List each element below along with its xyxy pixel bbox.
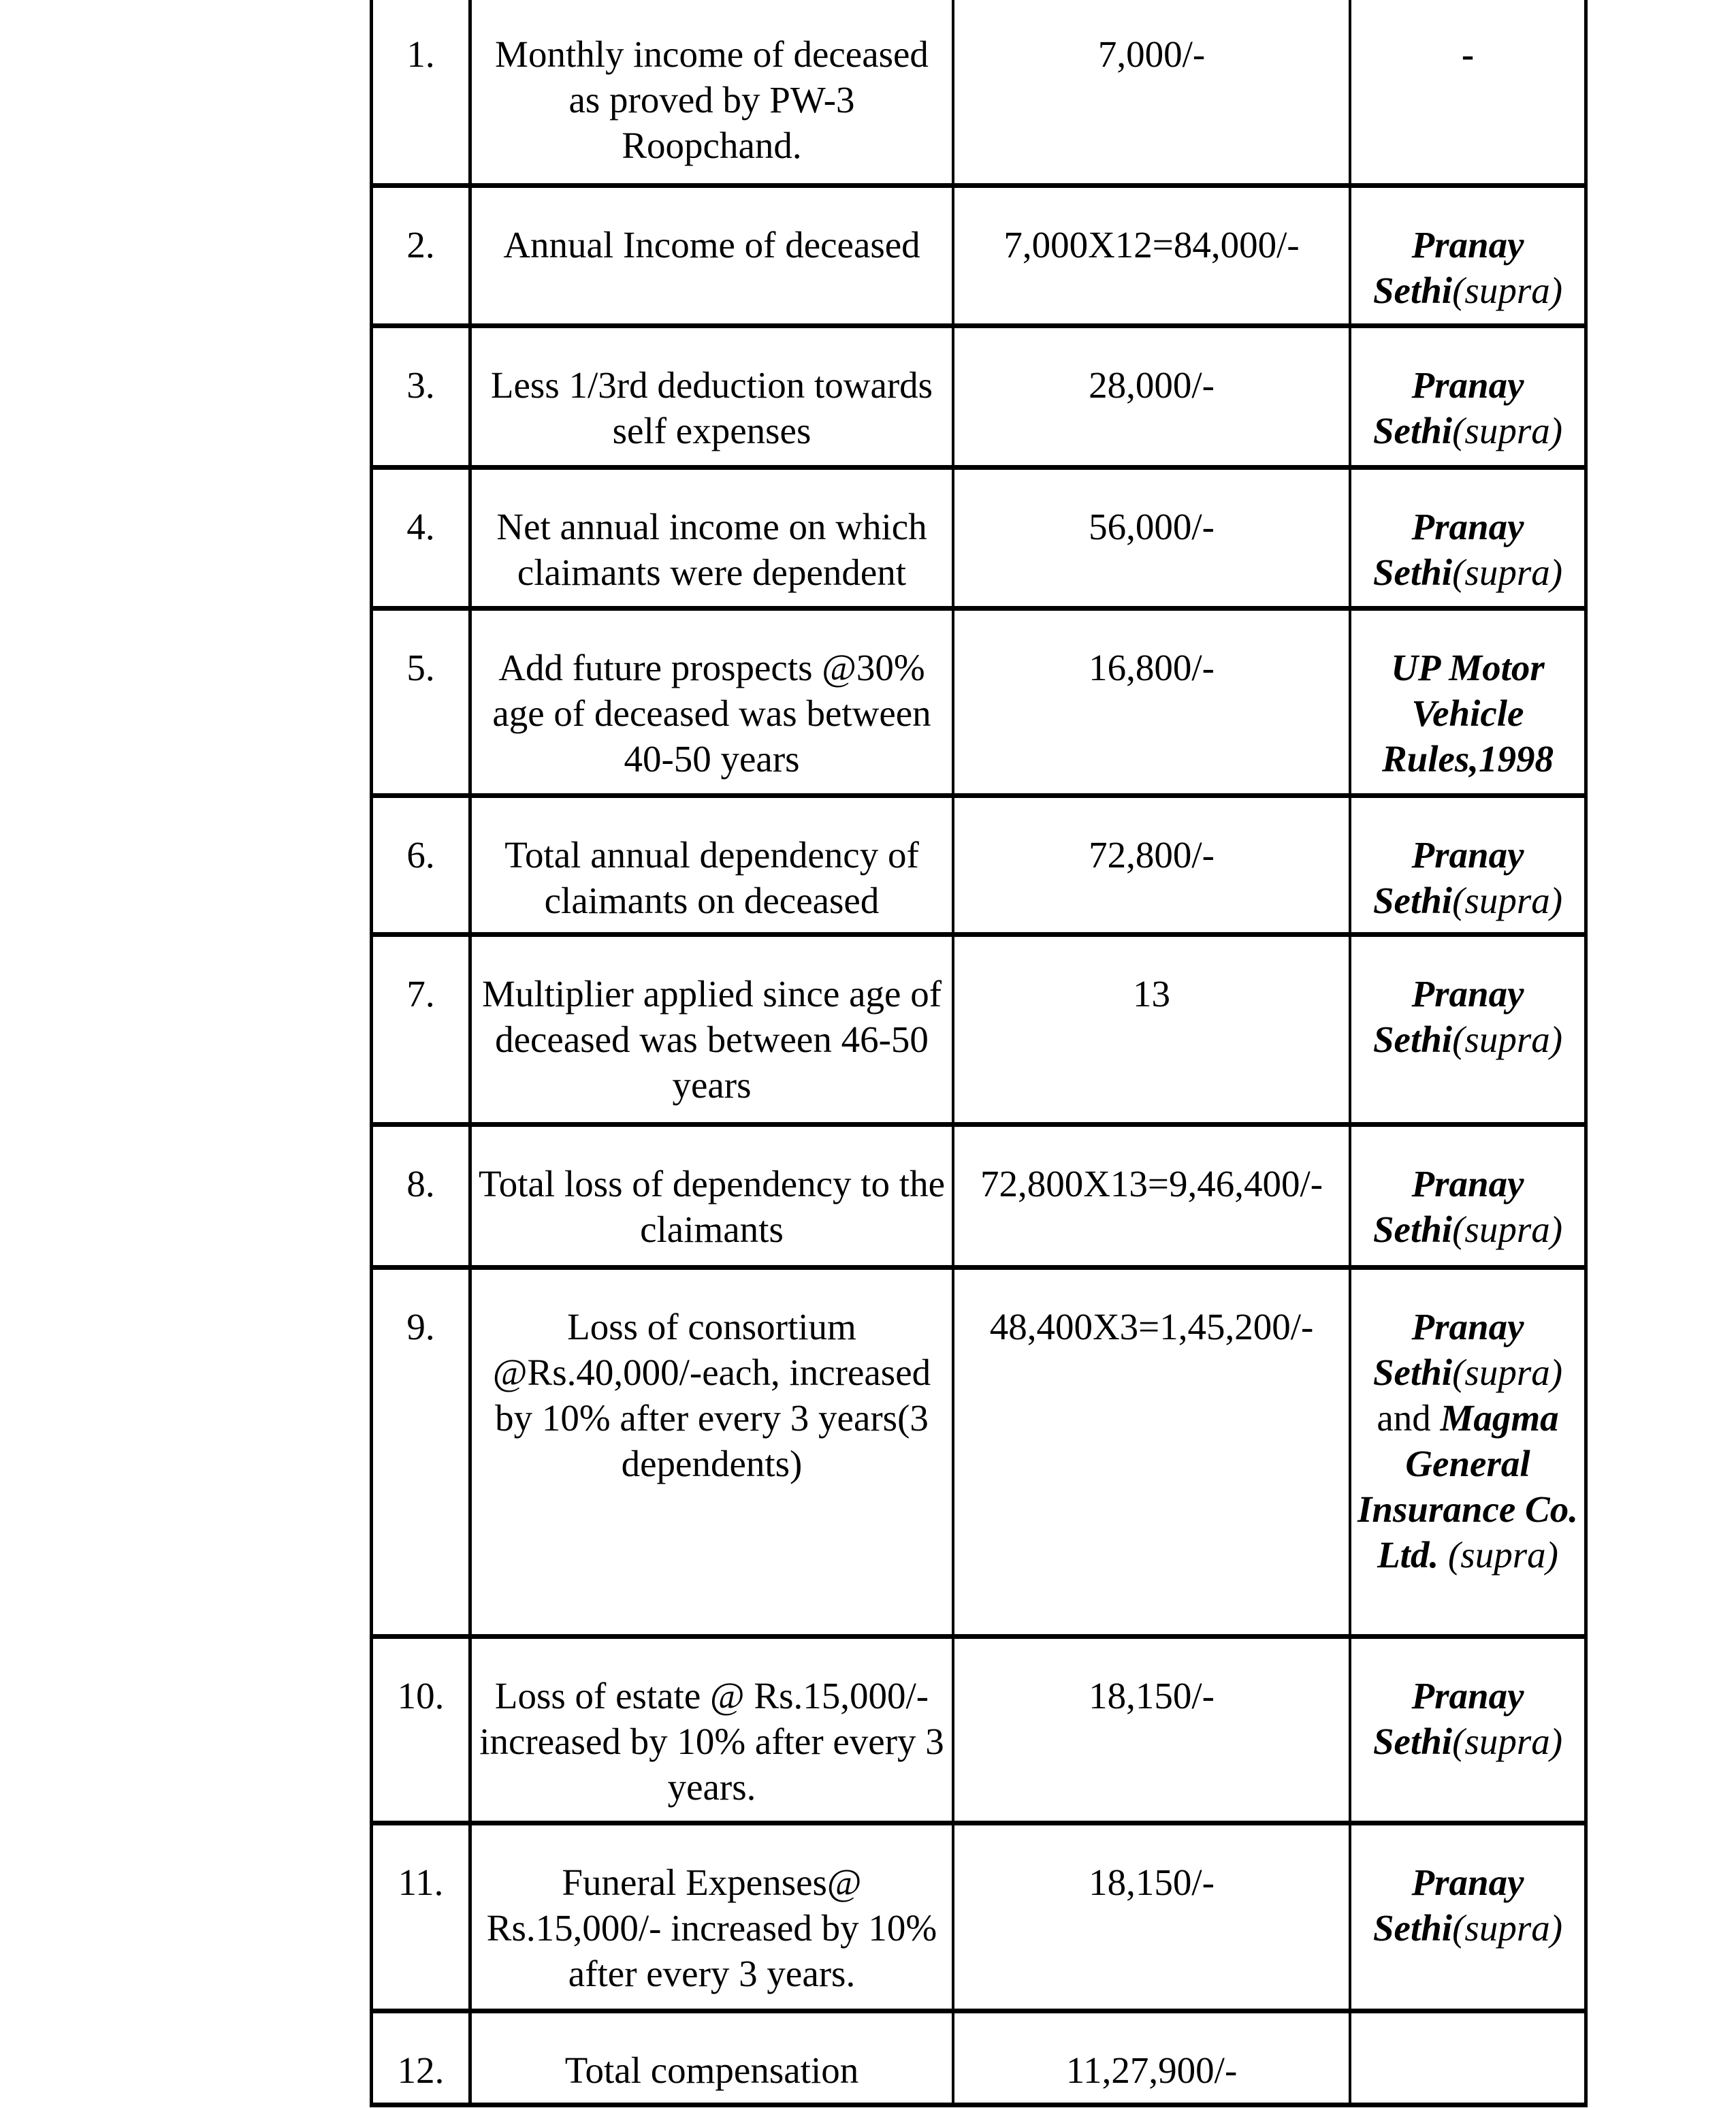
amount: 48,400X3=1,45,200/-: [952, 1270, 1351, 1634]
reference: [1351, 188, 1588, 323]
amount: 72,800/-: [952, 798, 1351, 932]
reference-text: -: [1461, 33, 1475, 75]
amount: 18,150/-: [952, 1825, 1351, 2009]
reference-text: (supra): [1452, 880, 1563, 921]
serial-number: 8.: [370, 1127, 472, 1265]
serial-number: 12.: [370, 2013, 472, 2103]
table-row: [370, 1127, 1588, 1270]
serial-number: 9.: [370, 1270, 472, 1634]
amount: 7,000/-: [952, 0, 1351, 183]
table-row: [370, 188, 1588, 328]
reference-text: Magma General Insurance Co. Ltd.: [1357, 1397, 1578, 1576]
description: Add future prospects @30% age of deceased was between 40-50 years: [492, 647, 931, 780]
table-row: [370, 470, 1588, 611]
table-row: [370, 0, 1588, 188]
amount: 11,27,900/-: [952, 2013, 1351, 2103]
reference-text: Pranay Sethi: [1372, 364, 1524, 451]
table-row: [370, 1639, 1588, 1825]
table-row: [370, 937, 1588, 1127]
reference-text: Pranay Sethi: [1372, 834, 1524, 921]
serial-number: 6.: [370, 798, 472, 932]
serial-number: 3.: [370, 328, 472, 465]
table-row: [370, 328, 1588, 470]
reference-text: Pranay Sethi: [1372, 224, 1524, 311]
table-row: [370, 1270, 1588, 1639]
description: Loss of estate @ Rs.15,000/- increased by 10% after every 3 years.: [479, 1675, 944, 1808]
table-row: [370, 611, 1588, 798]
reference: [1351, 0, 1588, 183]
amount: 16,800/-: [952, 611, 1351, 793]
reference-text: Pranay Sethi: [1372, 1862, 1524, 1949]
reference-text: (supra): [1452, 1907, 1563, 1949]
amount: 18,150/-: [952, 1639, 1351, 1821]
description: Funeral Expenses@ Rs.15,000/- increased by 10% after every 3 years.: [486, 1862, 937, 1994]
description: Total loss of dependency to the claimants: [478, 1163, 945, 1250]
serial-number: 5.: [370, 611, 472, 793]
reference: [1351, 1270, 1588, 1634]
serial-number: 11.: [370, 1825, 472, 2009]
reference: [1351, 1825, 1588, 2009]
reference-text: (supra): [1452, 552, 1563, 593]
description: Annual Income of deceased: [503, 224, 920, 266]
reference: [1351, 937, 1588, 1122]
table-row: [370, 2013, 1588, 2107]
reference-text: (supra): [1452, 1019, 1563, 1060]
reference-text: (supra): [1452, 270, 1563, 311]
reference-text: Pranay Sethi: [1372, 973, 1524, 1060]
reference: [1351, 470, 1588, 606]
description: Total annual dependency of claimants on deceased: [504, 834, 919, 921]
reference-text: Pranay Sethi: [1372, 1163, 1524, 1250]
table-row: [370, 798, 1588, 937]
reference: [1351, 1639, 1588, 1821]
serial-number: 4.: [370, 470, 472, 606]
reference: [1351, 2013, 1588, 2103]
reference-text: Pranay Sethi: [1372, 506, 1524, 593]
reference: [1351, 1127, 1588, 1265]
reference-text: (supra): [1452, 1721, 1563, 1762]
reference-text: and: [1377, 1397, 1441, 1439]
serial-number: 1.: [370, 0, 472, 183]
description: Total compensation: [564, 2049, 859, 2091]
reference: [1351, 328, 1588, 465]
serial-number: 2.: [370, 188, 472, 323]
description: Net annual income on which claimants were dependent: [496, 506, 927, 593]
reference-text: Pranay Sethi: [1372, 1675, 1524, 1762]
description: Monthly income of deceased as proved by PW-3 Roopchand.: [495, 33, 929, 166]
serial-number: 10.: [370, 1639, 472, 1821]
reference: [1351, 798, 1588, 932]
amount: 56,000/-: [952, 470, 1351, 606]
reference-text: (supra): [1452, 410, 1563, 451]
amount: 28,000/-: [952, 328, 1351, 465]
reference-text: (supra): [1438, 1534, 1558, 1576]
amount: 7,000X12=84,000/-: [952, 188, 1351, 323]
serial-number: 7.: [370, 937, 472, 1122]
reference-text: (supra): [1452, 1209, 1563, 1250]
reference-text: Pranay Sethi: [1372, 1306, 1524, 1393]
reference-text: (supra): [1452, 1352, 1563, 1393]
reference-text: UP Motor Vehicle Rules,1998: [1381, 647, 1554, 780]
table-row: [370, 1825, 1588, 2013]
reference: [1351, 611, 1588, 793]
amount: 72,800X13=9,46,400/-: [952, 1127, 1351, 1265]
description: Loss of consortium @Rs.40,000/-each, increased by 10% after every 3 years(3 dependents): [492, 1306, 931, 1484]
description: Multiplier applied since age of deceased was between 46-50 years: [481, 973, 942, 1106]
amount: 13: [952, 937, 1351, 1122]
description: Less 1/3rd deduction towards self expenses: [490, 364, 933, 451]
